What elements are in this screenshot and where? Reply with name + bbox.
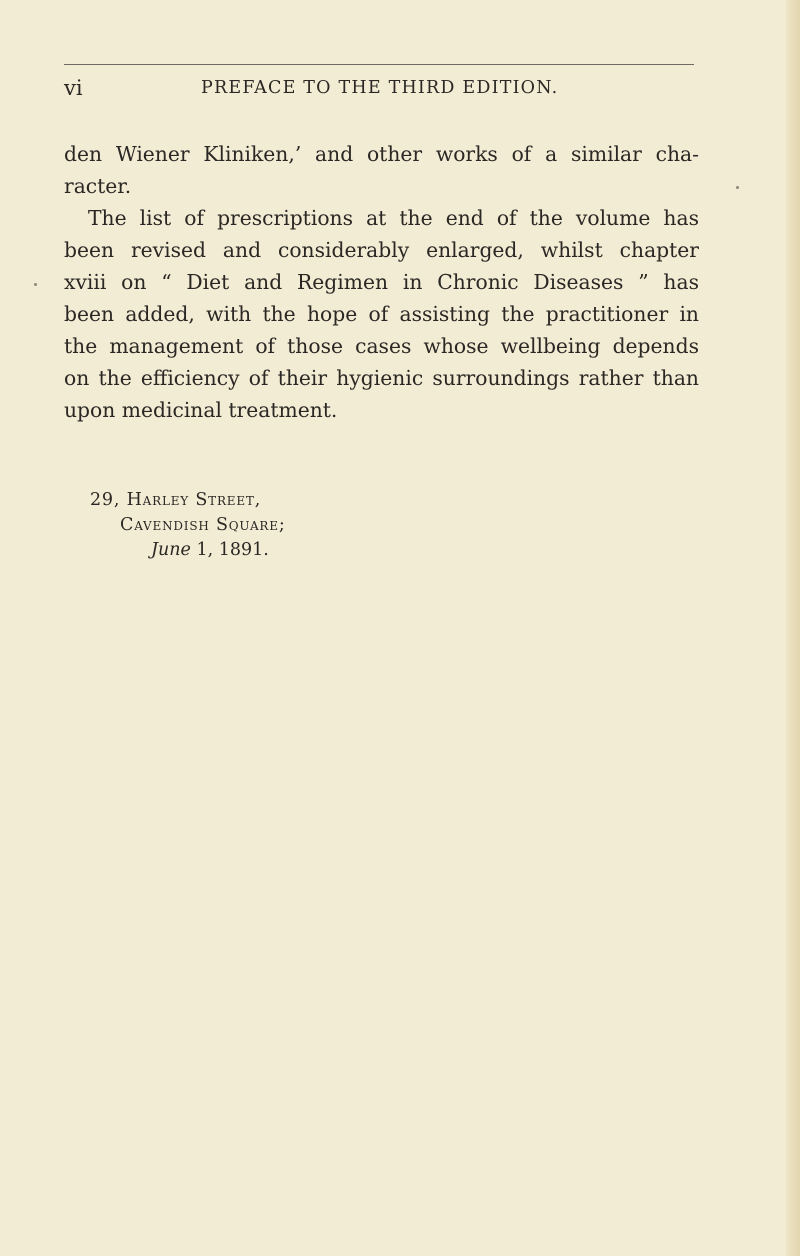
- address-square: Cavendish Square;: [120, 515, 286, 535]
- text-line: on the efficiency of their hygienic surroundings rather than: [64, 366, 699, 390]
- text-line: racter.: [64, 174, 132, 198]
- text-line: been added, with the hope of assisting the practitioner in: [64, 302, 699, 326]
- running-title: PREFACE TO THE THIRD EDITION.: [201, 78, 559, 98]
- preface-body: [64, 138, 699, 426]
- paper-speck: [736, 186, 739, 189]
- text-line: den Wiener Kliniken,’ and other works of a similar cha-: [64, 142, 699, 166]
- text-line: upon medicinal treatment.: [64, 398, 338, 422]
- text-line: been revised and considerably enlarged, whilst chapter: [64, 238, 699, 262]
- text-line: The list of prescriptions at the end of the volume has: [88, 206, 699, 230]
- page-number: vi: [64, 76, 83, 100]
- running-head: [64, 76, 694, 106]
- date-day-year: 1, 1891.: [190, 540, 269, 560]
- signature-block: [90, 488, 286, 563]
- address-street: 29, Harley Street,: [90, 490, 262, 510]
- page-edge: [786, 0, 800, 1256]
- text-line: xviii on “ Diet and Regimen in Chronic Diseases ” has: [64, 270, 699, 294]
- header-rule: [64, 64, 694, 65]
- paper-speck: [34, 283, 37, 286]
- signature-date: [90, 538, 286, 563]
- date-month: June: [151, 540, 191, 560]
- text-line: the management of those cases whose wellbeing depends: [64, 334, 699, 358]
